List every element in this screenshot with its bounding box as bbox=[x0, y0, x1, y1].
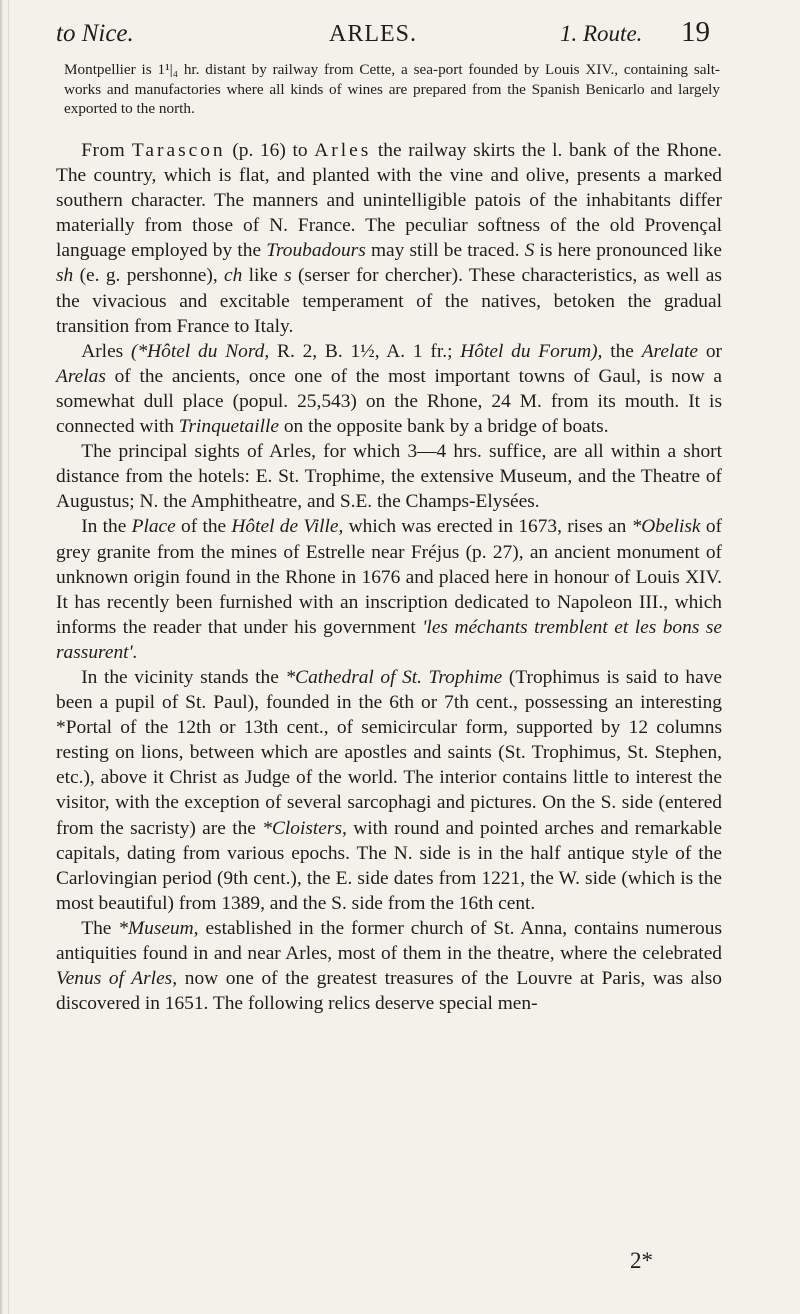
fine-print-text: Montpellier is 1¹|₄ hr. distant by railway from Cette, a sea-port founded by Louis XIV., containing salt-works and manufactories where all kinds of wines are prepared from the Spanish Benicarlo and largely exported to the north. bbox=[64, 61, 720, 117]
fine-print-note bbox=[64, 60, 720, 119]
page-edge bbox=[0, 0, 3, 1314]
page-number: 19 bbox=[681, 16, 710, 48]
paragraph-sights: The principal sights of Arles, for which 3—4 hrs. suffice, are all within a short distance from the hotels: E. St. Trophime, the extensive Museum, and the Theatre of Augustus; N. the Amphitheatre, and S.E. the Champs-Elysées. bbox=[56, 441, 722, 513]
header-title: ARLES. bbox=[329, 21, 418, 47]
paragraph-tarascon: From Tarascon (p. 16) to Arles the railway skirts the l. bank of the Rhone. The country, which is flat, and planted with the vine and olive, presents a marked southern character. The manners and unintelligible patois of the inhabitants differ materially from those of N. France. The peculiar softness of the old Provençal language employed by the Troubadours may still be traced. S is here pronounced like sh (e. g. pershonne), ch like s (serser for chercher). These characteristics, as well as the vivacious and excitable temperament of the natives, betoken the gradual transition from France to Italy. bbox=[56, 140, 722, 337]
signature-mark: 2* bbox=[630, 1248, 653, 1273]
header-left: to Nice. bbox=[56, 20, 134, 47]
paragraph-obelisk: In the Place of the Hôtel de Ville, which was erected in 1673, rises an *Obelisk of grey granite from the mines of Estrelle near Fréjus (p. 27), an ancient monument of unknown origin found in the Rhone in 1676 and placed here in honour of Louis XIV. It has recently been furnished with an inscription dedicated to Napoleon III., which informs the reader that under his government 'les méchants tremblent et les bons se rassurent'. bbox=[56, 516, 722, 663]
paragraph-arles: Arles (*Hôtel du Nord, R. 2, B. 1½, A. 1 fr.; Hôtel du Forum), the Arelate or Arelas of the ancients, once one of the most important towns of Gaul, is now a somewhat dull place (popul. 25,543) on the Rhone, 24 M. from its mouth. It is connected with Trinquetaille on the opposite bank by a bridge of boats. bbox=[56, 340, 722, 438]
running-header bbox=[56, 14, 724, 54]
header-route: 1. Route. bbox=[560, 21, 643, 46]
paragraph-cathedral: In the vicinity stands the *Cathedral of St. Trophime (Trophimus is said to have been a pupil of St. Paul), founded in the 6th or 7th cent., possessing an interesting *Portal of the 12th or 13th cent., of semicircular form, supported by 12 columns resting on lions, between which are apostles and saints (St. Trophimus, St. Stephen, etc.), above it Christ as Judge of the world. The interior contains little to interest the visitor, with the exception of several sarcophagi and pictures. On the S. side (entered from the sacristy) are the *Cloisters, with round and pointed arches and remarkable capitals, dating from various epochs. The N. side is in the half antique style of the Carlovingian period (9th cent.), the E. side dates from 1221, the W. side (which is the most beautiful) from 1389, and the S. side from the 16th cent. bbox=[56, 666, 722, 914]
page-edge-line bbox=[8, 0, 9, 1314]
main-text bbox=[56, 138, 722, 1016]
paragraph-museum: The *Museum, established in the former church of St. Anna, contains numerous antiquities found in and near Arles, most of them in the theatre, where the celebrated Venus of Arles, now one of the greatest treasures of the Louvre at Paris, was also discovered in 1651. The following relics deserve special men- bbox=[56, 917, 722, 1015]
